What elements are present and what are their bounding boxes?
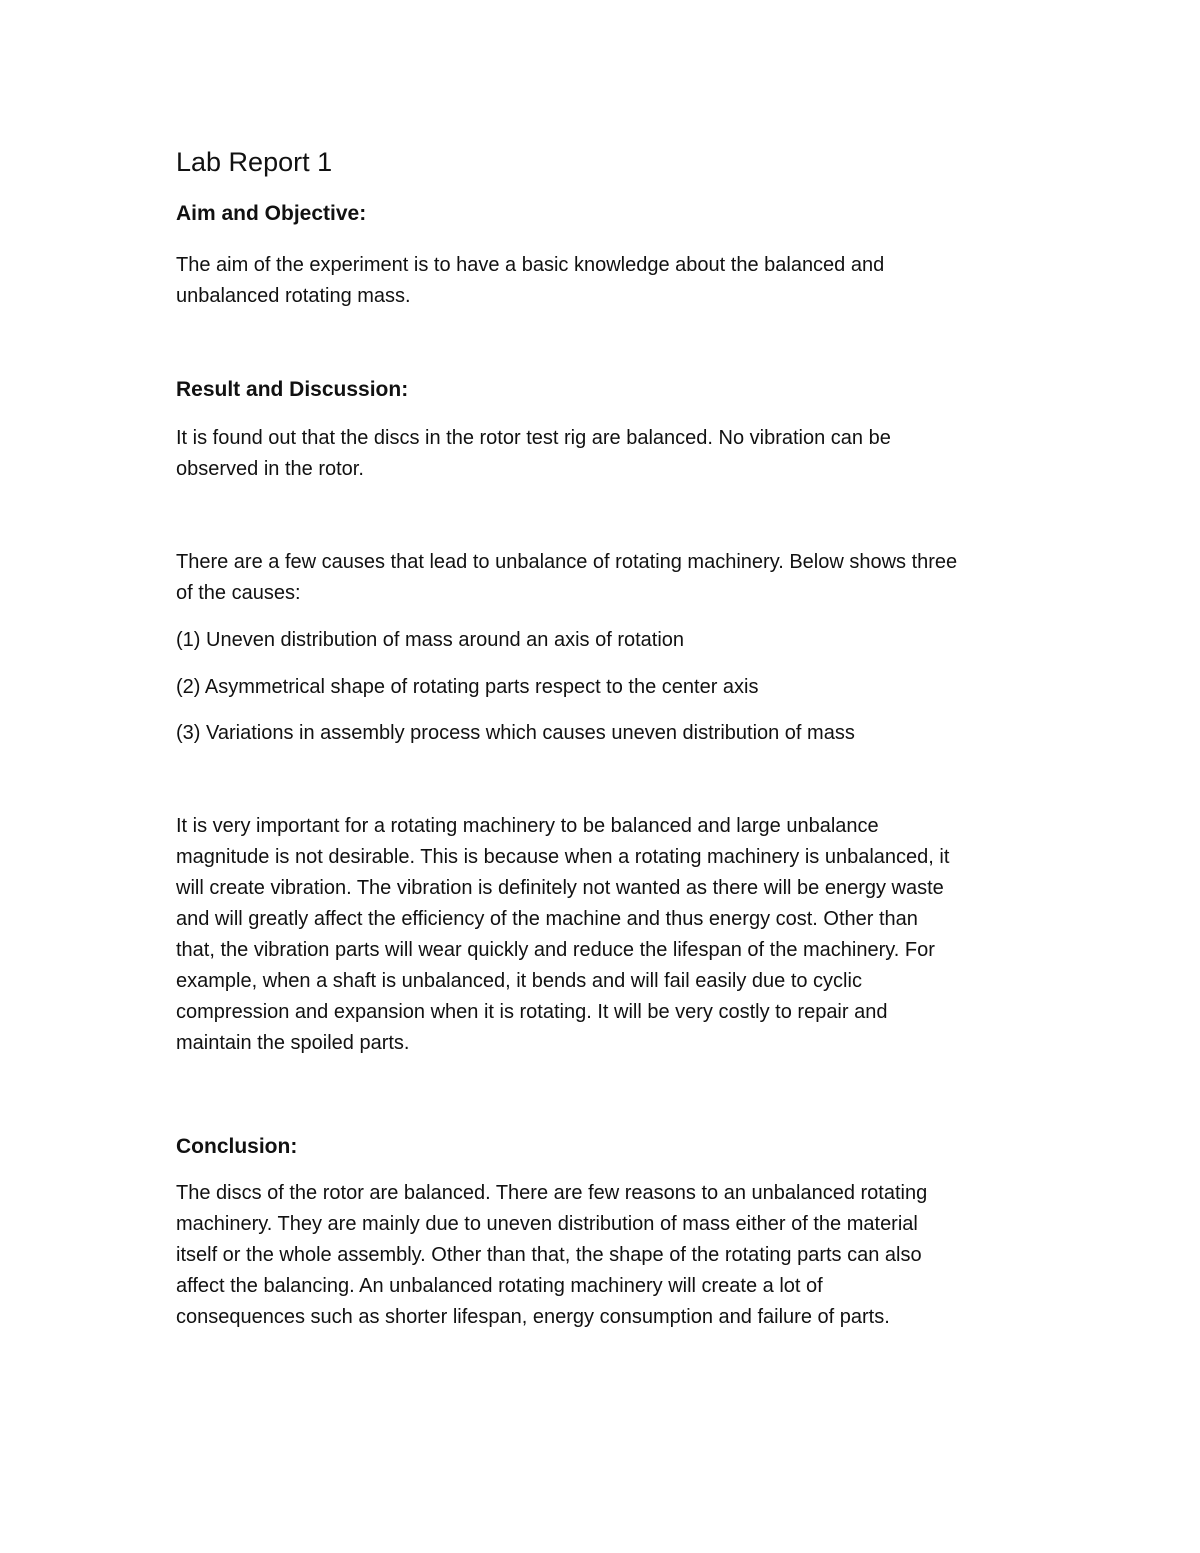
result-p2-line: There are a few causes that lead to unbalance of rotating machinery. Below shows three [176,551,958,573]
conclusion-heading: Conclusion: [176,1135,298,1158]
conclusion-line: itself or the whole assembly. Other than that, the shape of the rotating parts can also [176,1244,922,1266]
aim-line: unbalanced rotating mass. [176,285,411,307]
result-heading: Result and Discussion: [176,378,409,401]
conclusion-line: affect the balancing. An unbalanced rotating machinery will create a lot of [176,1275,823,1297]
conclusion-line: consequences such as shorter lifespan, energy consumption and failure of parts. [176,1306,890,1328]
result-p3-line: will create vibration. The vibration is definitely not wanted as there will be energy waste [176,877,944,899]
result-p1-line: observed in the rotor. [176,458,364,480]
result-p3-line: magnitude is not desirable. This is because when a rotating machinery is unbalanced, it [176,846,950,868]
aim-paragraph [176,250,1036,312]
result-p3-line: example, when a shaft is unbalanced, it bends and will fail easily due to cyclic [176,970,862,992]
cause-item-1: (1) Uneven distribution of mass around an axis of rotation [176,629,685,651]
result-paragraph-3 [176,811,1036,1059]
document-title: Lab Report 1 [176,147,333,177]
result-p3-line: maintain the spoiled parts. [176,1032,410,1054]
result-p1-line: It is found out that the discs in the rotor test rig are balanced. No vibration can be [176,427,891,449]
result-p3-line: that, the vibration parts will wear quickly and reduce the lifespan of the machinery. For [176,939,935,961]
result-p3-line: It is very important for a rotating machinery to be balanced and large unbalance [176,815,879,837]
result-p3-line: and will greatly affect the efficiency of the machine and thus energy cost. Other than [176,908,918,930]
cause-item-2: (2) Asymmetrical shape of rotating parts respect to the center axis [176,676,759,698]
aim-heading: Aim and Objective: [176,202,367,225]
conclusion-paragraph [176,1178,1036,1333]
conclusion-line: machinery. They are mainly due to uneven distribution of mass either of the material [176,1213,918,1235]
result-paragraph-2 [176,547,1036,609]
result-p3-line: compression and expansion when it is rotating. It will be very costly to repair and [176,1001,888,1023]
aim-line: The aim of the experiment is to have a basic knowledge about the balanced and [176,254,885,276]
conclusion-line: The discs of the rotor are balanced. There are few reasons to an unbalanced rotating [176,1182,928,1204]
result-p2-line: of the causes: [176,582,301,604]
cause-item-3: (3) Variations in assembly process which causes uneven distribution of mass [176,722,855,744]
result-paragraph-1 [176,423,1036,485]
